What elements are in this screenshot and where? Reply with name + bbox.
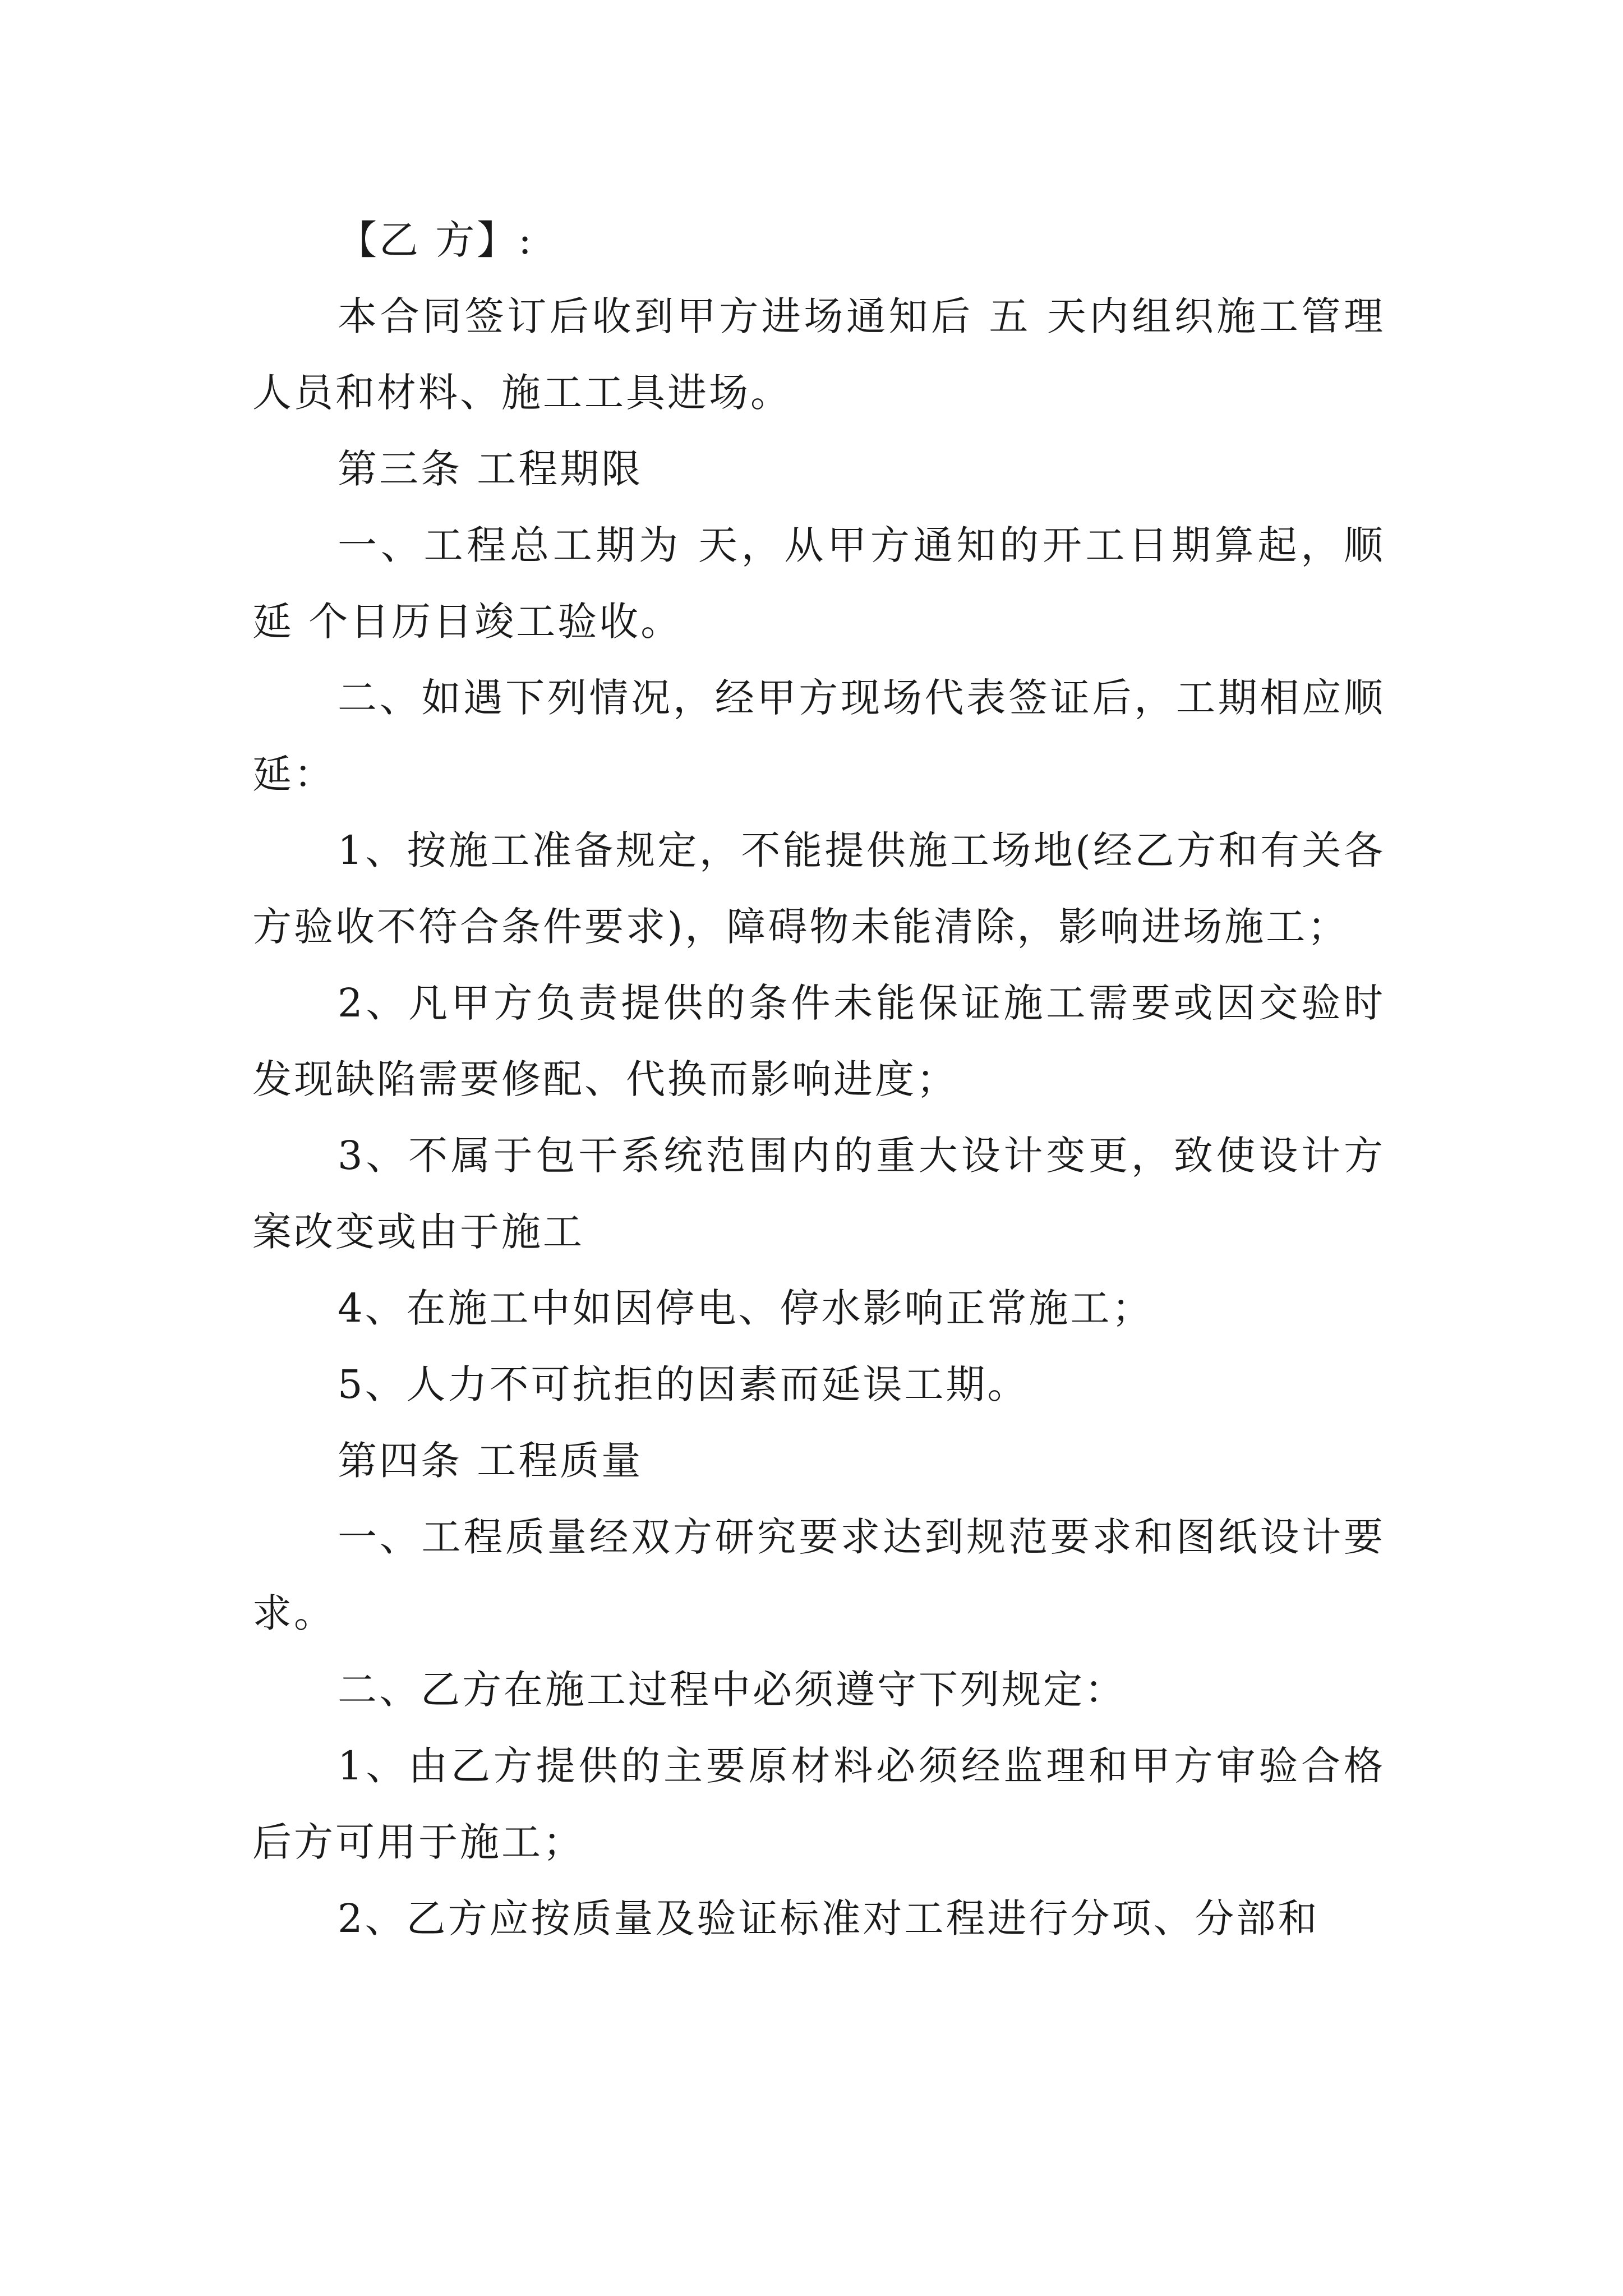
article-4-title: 第四条 工程质量: [338, 1438, 643, 1484]
extension-case-3: 3、不属于包干系统范围内的重大设计变更，致使设计方案改变或由于施工: [252, 1133, 1385, 1255]
mobilization-clause: 本合同签订后收到甲方进场通知后 五 天内组织施工管理人员和材料、施工工具进场。: [252, 293, 1385, 416]
party-b-heading: 【乙 方】:: [338, 217, 534, 263]
article-4-item-1: 一、工程质量经双方研究要求达到规范要求和图纸设计要求。: [252, 1514, 1385, 1636]
extension-case-4: 4、在施工中如因停电、停水影响正常施工；: [338, 1285, 1154, 1331]
article-3-item-1: 一、工程总工期为 天，从甲方通知的开工日期算起，顺延 个日历日竣工验收。: [252, 522, 1385, 645]
article-3-item-2: 二、如遇下列情况，经甲方现场代表签证后，工期相应顺延：: [252, 675, 1385, 797]
quality-rule-2: 2、乙方应按质量及验证标准对工程进行分项、分部和: [338, 1895, 1320, 1941]
quality-rule-1: 1、由乙方提供的主要原材料必须经监理和甲方审验合格后方可用于施工；: [252, 1743, 1385, 1865]
extension-case-1: 1、按施工准备规定，不能提供施工场地(经乙方和有关各方验收不符合条件要求)，障碍物未能清除，影响进场施工；: [252, 827, 1385, 950]
extension-case-2: 2、凡甲方负责提供的条件未能保证施工需要或因交验时发现缺陷需要修配、代换而影响进度；: [252, 980, 1385, 1102]
article-4-item-2: 二、乙方在施工过程中必须遵守下列规定：: [338, 1667, 1126, 1713]
extension-case-5: 5、人力不可抗拒的因素而延误工期。: [338, 1361, 1029, 1407]
document-page: [252, 202, 1385, 1957]
article-3-title: 第三条 工程期限: [338, 446, 643, 492]
